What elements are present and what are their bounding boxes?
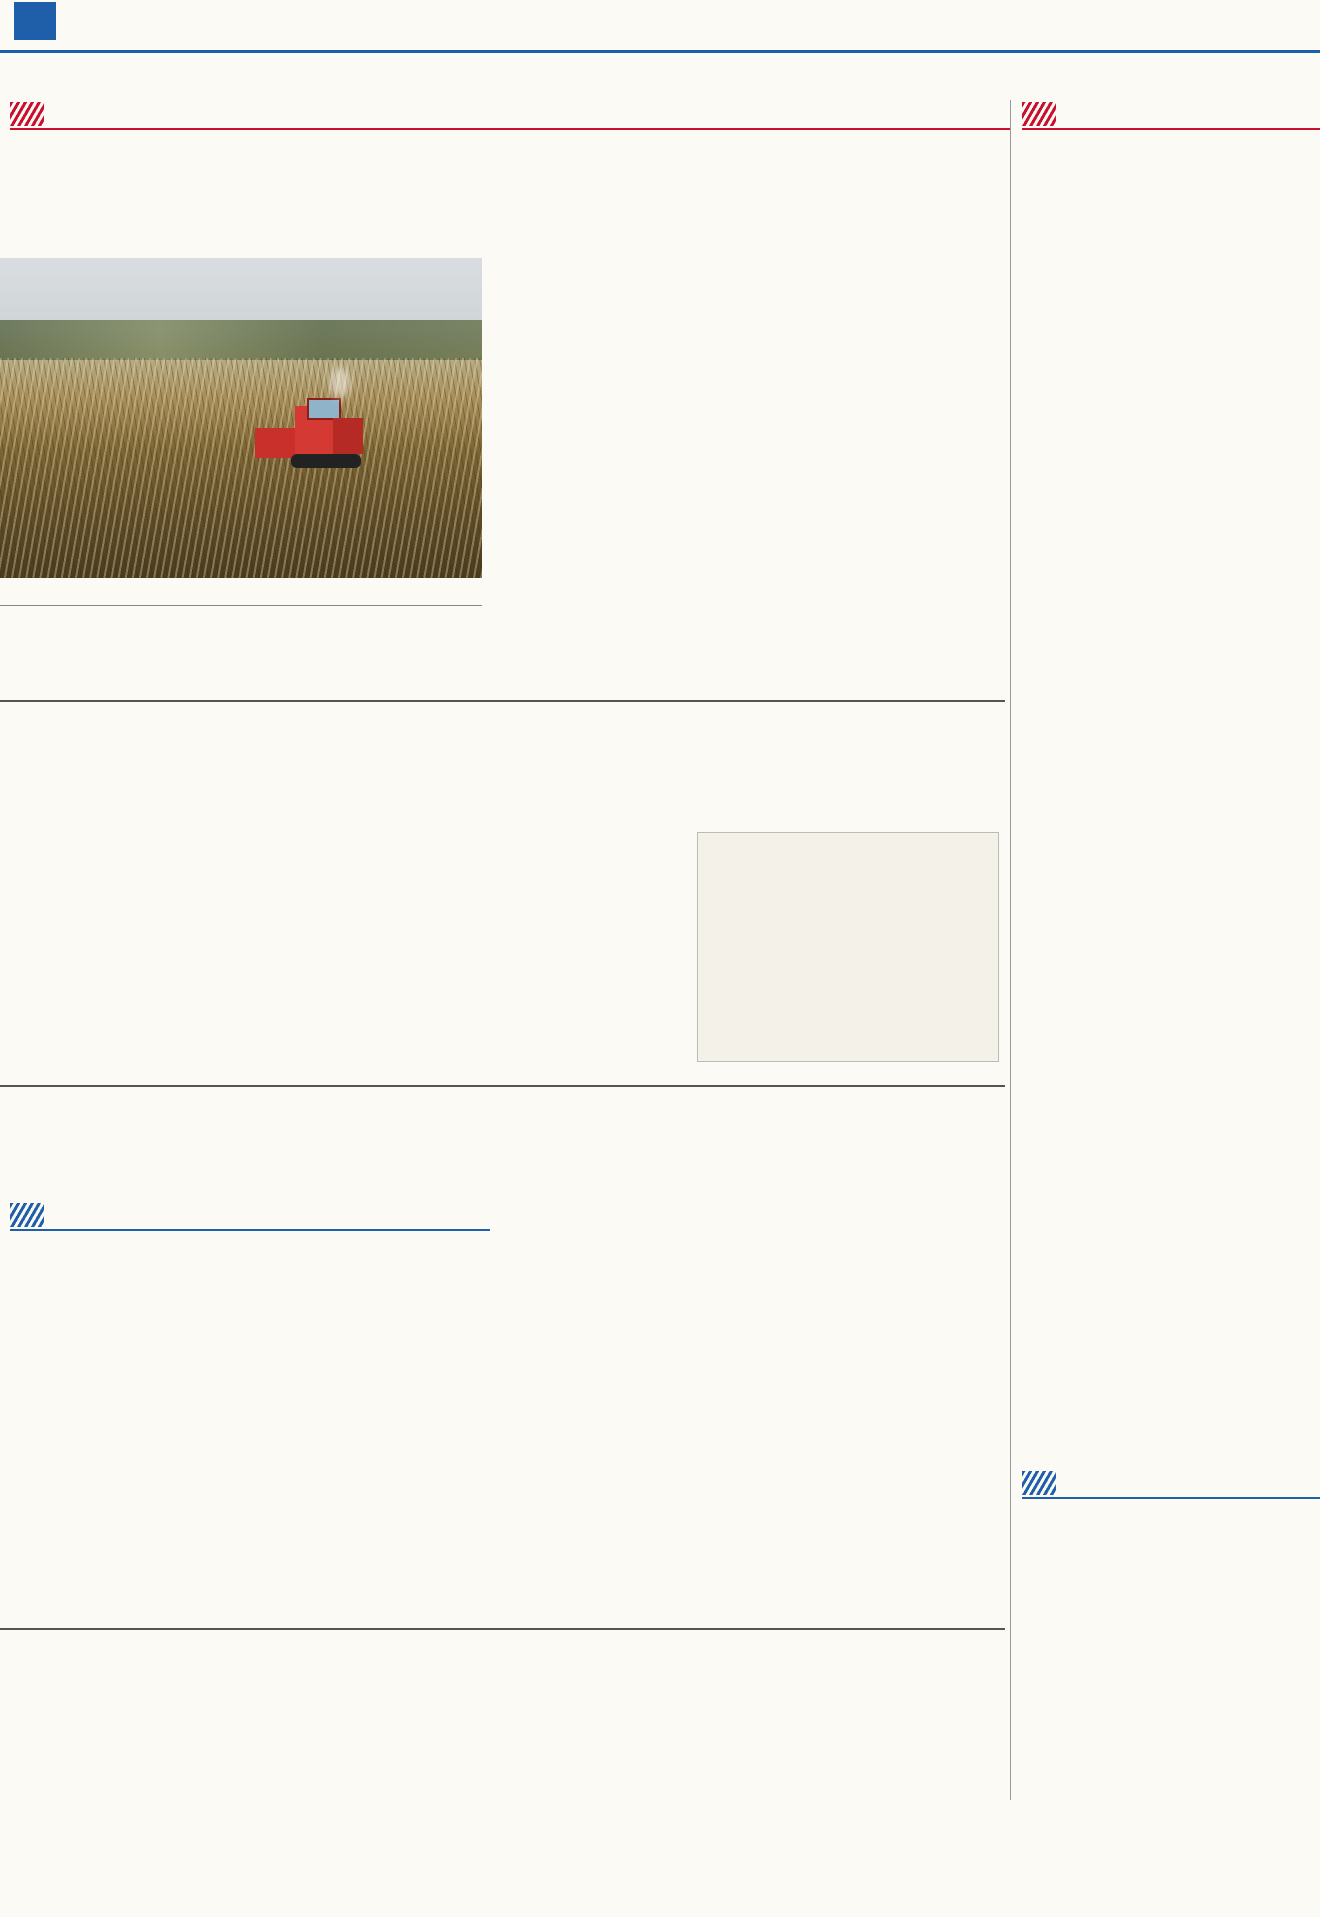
section-label-grad: [1022, 1470, 1062, 1496]
section-stripes-icon: [10, 1203, 44, 1227]
grad-text: [1022, 1568, 1320, 1913]
section-stripes-icon: [10, 102, 44, 126]
col-divider: [1010, 100, 1011, 1800]
masthead-rule: [0, 50, 1320, 53]
edu-col-2: [248, 1708, 484, 1913]
wheat-col-1: [2, 815, 220, 1075]
page-number: [14, 2, 56, 40]
rhyme-box: [697, 832, 999, 1062]
harvest-col-4: [750, 258, 998, 693]
section-stripes-icon: [1022, 102, 1056, 126]
harvester-icon: [255, 398, 365, 468]
section-label-harvest: [10, 101, 50, 127]
wheat-top-rule: [0, 700, 1005, 702]
culture-underline: [1022, 128, 1320, 130]
section-underline: [10, 128, 1010, 130]
harvest-col-2: [248, 611, 483, 693]
section-label-coal: [10, 1202, 50, 1228]
section-label-culture: [1022, 101, 1062, 127]
caption-rule: [0, 605, 482, 606]
wheat-col-3: [462, 815, 685, 1075]
culture-text-top: [1022, 143, 1234, 663]
grad-underline: [1022, 1497, 1320, 1499]
edu-col-1: [2, 1708, 230, 1913]
section-stripes-icon: [1022, 1471, 1056, 1495]
yulin-col-2: [250, 1238, 475, 1620]
yulin-col-3: [492, 1210, 727, 1620]
harvest-col-1: [2, 611, 237, 693]
edu-col-4: [746, 1708, 1002, 1913]
yulin-col-1: [2, 1238, 220, 1620]
harvest-col-3: [495, 258, 738, 693]
edu-top-rule: [0, 1628, 1005, 1630]
yulin-col-4: [738, 1210, 1000, 1620]
coal-underline: [10, 1229, 490, 1231]
harvest-photo: [0, 258, 482, 578]
yulin-top-rule: [0, 1085, 1005, 1087]
edu-col-3: [496, 1708, 734, 1913]
wheat-col-2: [230, 815, 452, 1075]
